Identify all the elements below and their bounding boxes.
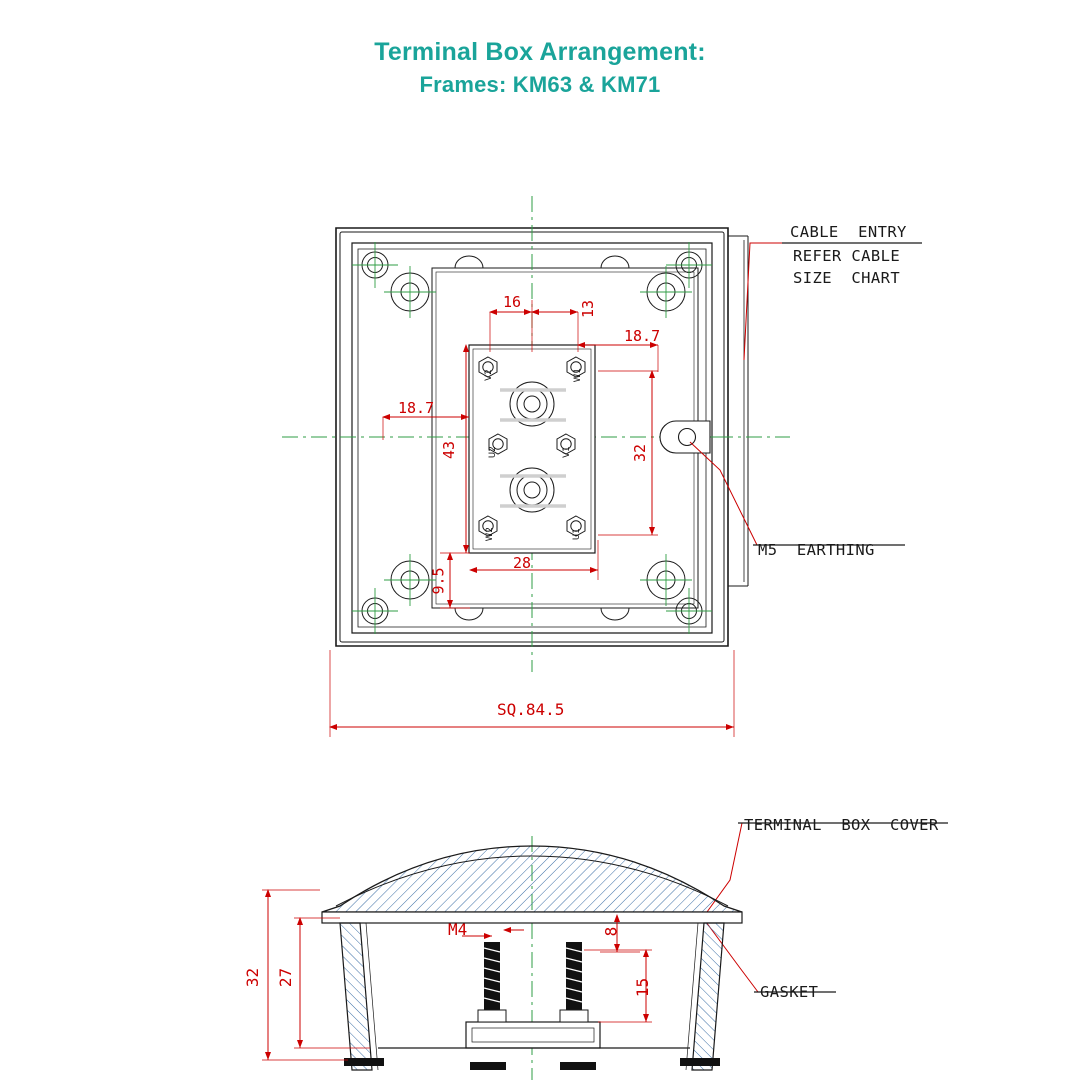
annotation-earthing: M5 EARTHING bbox=[758, 541, 875, 559]
terminal-label-v1: V1 bbox=[561, 446, 572, 458]
earthing-boss bbox=[660, 421, 710, 453]
terminal-label-v2: V2 bbox=[483, 369, 494, 381]
annotation-gasket: GASKET bbox=[760, 983, 819, 1001]
annotation-cable-entry-line1: CABLE ENTRY bbox=[790, 223, 907, 241]
dimension-43: 43 bbox=[440, 440, 459, 460]
dimension-sq-84p5: SQ.84.5 bbox=[497, 700, 565, 719]
dimension-section-27: 27 bbox=[276, 967, 296, 988]
title-line-2: Frames: KM63 & KM71 bbox=[419, 71, 661, 97]
terminal-studs bbox=[478, 942, 588, 1022]
terminal-label-u2: U2 bbox=[488, 445, 499, 459]
annotation-cable-entry-line2: REFER CABLE bbox=[793, 247, 901, 265]
dimension-section-m4: M4 bbox=[448, 920, 468, 939]
title-line-1: Terminal Box Arrangement: bbox=[374, 38, 706, 66]
annotation-cable-entry-line3: SIZE CHART bbox=[793, 269, 901, 287]
terminal-label-w1: W1 bbox=[573, 367, 584, 383]
terminal-label-u1: U1 bbox=[572, 527, 583, 541]
dimension-32: 32 bbox=[631, 443, 650, 463]
dimension-28: 28 bbox=[513, 554, 532, 572]
dimension-section-32: 32 bbox=[243, 967, 263, 988]
dimension-18p7-top: 18.7 bbox=[624, 327, 661, 345]
annotation-cover: TERMINAL BOX COVER bbox=[744, 816, 939, 834]
dimension-section-15: 15 bbox=[633, 977, 653, 998]
dimension-18p7-left: 18.7 bbox=[398, 399, 435, 417]
terminal-label-w2: W2 bbox=[485, 526, 496, 542]
dimension-9p5: 9.5 bbox=[429, 567, 448, 595]
dimension-section-8: 8 bbox=[601, 926, 621, 937]
dimension-13: 13 bbox=[579, 299, 598, 319]
dimension-16: 16 bbox=[503, 293, 522, 311]
